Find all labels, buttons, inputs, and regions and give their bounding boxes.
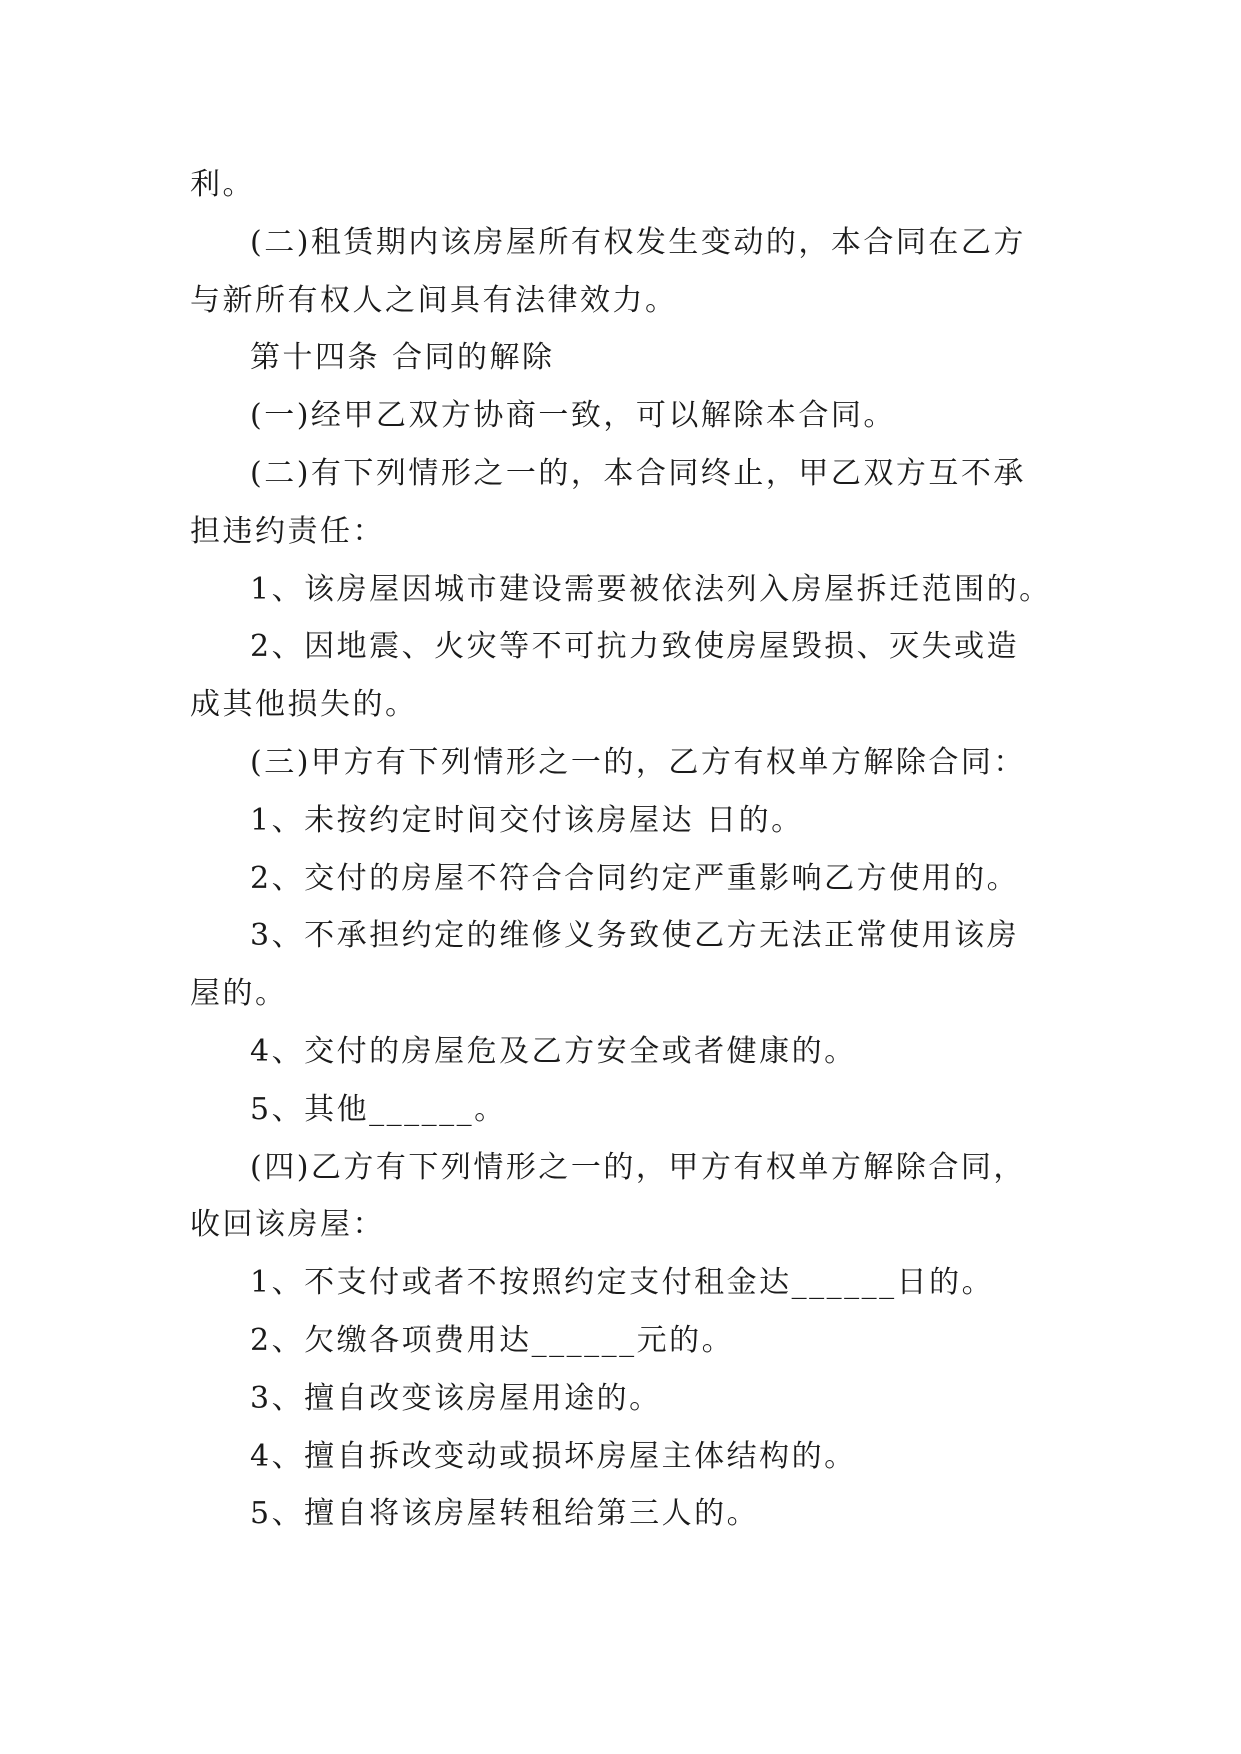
text-line: 3、不承担约定的维修义务致使乙方无法正常使用该房 <box>250 918 1020 954</box>
text-line: 1、不支付或者不按照约定支付租金达______日的。 <box>250 1265 995 1301</box>
text-line: 2、欠缴各项费用达______元的。 <box>250 1322 735 1358</box>
text-line: 1、该房屋因城市建设需要被依法列入房屋拆迁范围的。 <box>250 571 1052 607</box>
text-line: 2、因地震、火灾等不可抗力致使房屋毁损、灭失或造 <box>250 629 1020 665</box>
text-line: (四)乙方有下列情形之一的，甲方有权单方解除合同， <box>250 1149 1026 1185</box>
text-line: 担违约责任： <box>190 513 385 549</box>
text-line: (二)有下列情形之一的，本合同终止，甲乙双方互不承 <box>250 455 1026 491</box>
document-body <box>190 156 1060 1543</box>
text-line: 2、交付的房屋不符合合同约定严重影响乙方使用的。 <box>250 860 1020 896</box>
text-line: (一)经甲乙双方协商一致，可以解除本合同。 <box>250 398 896 434</box>
text-line: (三)甲方有下列情形之一的，乙方有权单方解除合同： <box>250 744 1026 780</box>
text-line: 成其他损失的。 <box>190 687 418 723</box>
text-line: 利。 <box>190 167 255 202</box>
text-line: 4、交付的房屋危及乙方安全或者健康的。 <box>250 1033 857 1069</box>
text-line: 4、擅自拆改变动或损坏房屋主体结构的。 <box>250 1438 857 1474</box>
text-line: 1、未按约定时间交付该房屋达 日的。 <box>250 802 804 838</box>
text-line: 屋的。 <box>190 976 288 1012</box>
text-line: 5、擅自将该房屋转租给第三人的。 <box>250 1496 760 1532</box>
text-line: 3、擅自改变该房屋用途的。 <box>250 1380 662 1416</box>
text-line: 与新所有权人之间具有法律效力。 <box>190 282 678 318</box>
text-line: 5、其他______。 <box>250 1091 507 1127</box>
text-line: 收回该房屋： <box>190 1207 385 1243</box>
section-heading: 第十四条 合同的解除 <box>250 340 555 376</box>
text-line: (二)租赁期内该房屋所有权发生变动的，本合同在乙方 <box>250 224 1026 260</box>
